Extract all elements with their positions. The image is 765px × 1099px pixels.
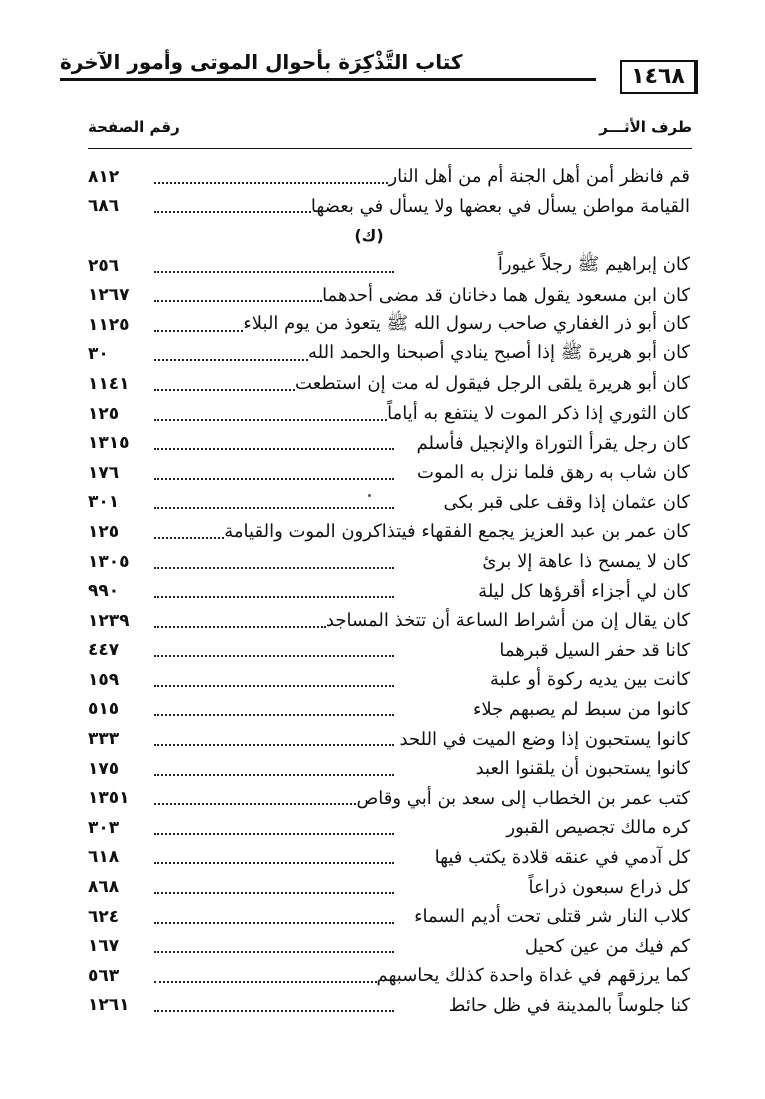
index-entry — [88, 310, 690, 340]
index-entry — [88, 488, 690, 518]
index-entry — [88, 843, 690, 873]
entry-text: كان أبو هريرة يلقى الرجل فيقول له مت إن استطعت — [295, 373, 690, 395]
index-entry — [88, 162, 690, 192]
entry-text: كم فيك من عين كحيل — [524, 935, 690, 957]
index-entry — [88, 695, 690, 725]
entry-page-number: ٦١٨ — [88, 847, 120, 868]
section-heading: (ك) — [354, 226, 384, 246]
page-number: ١٤٦٨ — [620, 60, 698, 94]
index-entries — [88, 162, 690, 1020]
index-entry — [88, 428, 690, 458]
dot-leader — [154, 655, 394, 657]
entry-text: كانوا يستحبون أن يلقنوا العبد — [475, 758, 690, 780]
dot-leader — [154, 744, 394, 746]
entry-page-number: ١٦٧ — [88, 936, 120, 957]
entry-text: كان أبو هريرة ﷺ إذا أصبح ينادي أصبحنا والحمد الله — [308, 342, 690, 364]
entry-text: كان رجل يقرأ التوراة والإنجيل فأسلم — [416, 432, 690, 454]
dot-leader — [154, 951, 394, 953]
dot-leader — [154, 862, 394, 864]
entry-page-number: ١٣٥١ — [88, 788, 130, 809]
index-entry — [88, 517, 690, 547]
entry-text: كان عمر بن عبد العزيز يجمع الفقهاء فيتذاكرون الموت والقيامة — [224, 521, 690, 543]
dot-leader — [154, 330, 243, 332]
entry-page-number: ١١٤١ — [88, 373, 130, 394]
entry-text: كلاب النار شر قتلى تحت أديم السماء — [414, 906, 690, 928]
entry-text: كتب عمر بن الخطاب إلى سعد بن أبي وقاص — [356, 787, 690, 809]
entry-page-number: ٥١٥ — [88, 699, 120, 720]
index-entry — [88, 399, 690, 429]
entry-page-number: ١٢٦١ — [88, 995, 130, 1016]
entry-text: كانا قد حفر السيل قبرهما — [499, 639, 690, 661]
entry-text: كل ذراع سبعون ذراعاً — [528, 876, 690, 898]
column-header-rule — [88, 148, 692, 149]
entry-page-number: ١١٢٥ — [88, 314, 130, 335]
entry-page-number: ٥٦٣ — [88, 965, 120, 986]
index-entry — [88, 576, 690, 606]
index-entry — [88, 754, 690, 784]
dot-leader — [154, 922, 394, 924]
entry-text: كان إبراهيم ﷺ رجلاً غيوراً — [497, 253, 690, 275]
entry-page-number: ٣٠١ — [88, 492, 120, 513]
column-headers — [88, 118, 692, 146]
dot-leader — [154, 892, 394, 894]
dot-leader — [154, 626, 326, 628]
print-speck — [368, 494, 371, 497]
index-entry — [88, 547, 690, 577]
dot-leader — [154, 211, 311, 213]
index-entry — [88, 251, 690, 281]
index-entry — [88, 192, 690, 222]
index-entry — [88, 280, 690, 310]
entry-page-number: ٦٢٤ — [88, 906, 120, 927]
dot-leader — [154, 774, 394, 776]
dot-leader — [154, 685, 394, 687]
entry-page-number: ٣٠٣ — [88, 817, 120, 838]
entry-text: كان الثوري إذا ذكر الموت لا ينتفع به أياماً — [387, 403, 690, 425]
entry-page-number: ١٧٥ — [88, 758, 120, 779]
dot-leader — [154, 596, 394, 598]
entry-page-number: ٣٠ — [88, 344, 109, 365]
dot-leader — [154, 389, 295, 391]
entry-text: كنا جلوساً بالمدينة في ظل حائط — [448, 994, 690, 1016]
dot-leader — [154, 271, 394, 273]
entry-page-number: ١٢٥ — [88, 403, 120, 424]
entry-text: كانوا يستحبون إذا وضع الميت في اللحد — [399, 728, 690, 750]
dot-leader — [154, 714, 394, 716]
entry-page-number: ١٢٥ — [88, 521, 120, 542]
entry-page-number: ٦٨٦ — [88, 196, 120, 217]
index-entry — [88, 991, 690, 1021]
entry-text: كان يقال إن من أشراط الساعة أن تتخذ المساجد — [325, 610, 690, 632]
dot-leader — [154, 981, 377, 983]
dot-leader — [154, 419, 387, 421]
index-entry — [88, 902, 690, 932]
entry-text: كره مالك تجصيص القبور — [506, 817, 690, 839]
dot-leader — [154, 537, 224, 539]
index-entry — [88, 961, 690, 991]
dot-leader — [154, 300, 322, 302]
entry-page-number: ١٣٠٥ — [88, 551, 130, 572]
index-entry — [88, 665, 690, 695]
index-entry — [88, 872, 690, 902]
entry-page-number: ٣٣٣ — [88, 729, 120, 750]
entry-page-number: ٤٤٧ — [88, 640, 120, 661]
entry-page-number: ١٧٦ — [88, 462, 120, 483]
entry-text: كان ابن مسعود يقول هما دخانان قد مضى أحدهما — [322, 284, 690, 306]
dot-leader — [154, 478, 394, 480]
entry-page-number: ٩٩٠ — [88, 581, 120, 602]
header-rule — [60, 78, 596, 81]
dot-leader — [154, 1010, 394, 1012]
entry-page-number: ٨١٢ — [88, 166, 120, 187]
entry-page-number: ١٢٦٧ — [88, 285, 130, 306]
entry-text: كان لي أجزاء أقرؤها كل ليلة — [478, 580, 690, 602]
index-entry — [88, 783, 690, 813]
dot-leader — [154, 448, 394, 450]
dot-leader — [154, 359, 308, 361]
column-header-hadith-start: طرف الأثـــر — [599, 118, 692, 136]
entry-text: كما يرزقهم في غداة واحدة كذلك يحاسبهم — [376, 965, 690, 987]
index-entry — [88, 931, 690, 961]
entry-text: القيامة مواطن يسأل في بعضها ولا يسأل في بعضها — [310, 195, 690, 217]
page-header — [60, 46, 698, 96]
entry-text: كان لا يمسح ذا عاهة إلا برئ — [482, 551, 690, 573]
index-entry — [88, 606, 690, 636]
dot-leader — [154, 507, 394, 509]
entry-text: قم فانظر أمن أهل الجنة أم من أهل النار — [388, 166, 690, 188]
entry-page-number: ١٢٣٩ — [88, 610, 130, 631]
entry-page-number: ١٥٩ — [88, 669, 120, 690]
book-title: كتاب التَّذْكِرَة بأحوال الموتى وأمور الآخرة — [60, 50, 463, 74]
dot-leader — [154, 567, 394, 569]
dot-leader — [154, 833, 394, 835]
index-entry — [88, 458, 690, 488]
entry-text: كانوا من سبط لم يصبهم جلاء — [472, 698, 690, 720]
entry-page-number: ١٣١٥ — [88, 433, 130, 454]
index-entry — [88, 636, 690, 666]
entry-page-number: ٢٥٦ — [88, 255, 120, 276]
index-entry — [88, 369, 690, 399]
index-entry — [88, 724, 690, 754]
dot-leader — [154, 182, 388, 184]
index-entry — [88, 340, 690, 370]
entry-text: كل آدمي في عنقه قلادة يكتب فيها — [434, 846, 690, 868]
entry-text: كان شاب به رهق فلما نزل به الموت — [417, 462, 690, 484]
index-entry — [88, 813, 690, 843]
dot-leader — [154, 803, 356, 805]
entry-text: كان أبو ذر الغفاري صاحب رسول الله ﷺ يتعوذ من يوم البلاء — [243, 312, 690, 334]
column-header-page-number: رقم الصفحة — [88, 118, 180, 136]
entry-text: كان عثمان إذا وقف على قبر بكى — [443, 491, 690, 513]
entry-text: كانت بين يديه ركوة أو علبة — [489, 669, 690, 691]
entry-page-number: ٨٦٨ — [88, 877, 120, 898]
